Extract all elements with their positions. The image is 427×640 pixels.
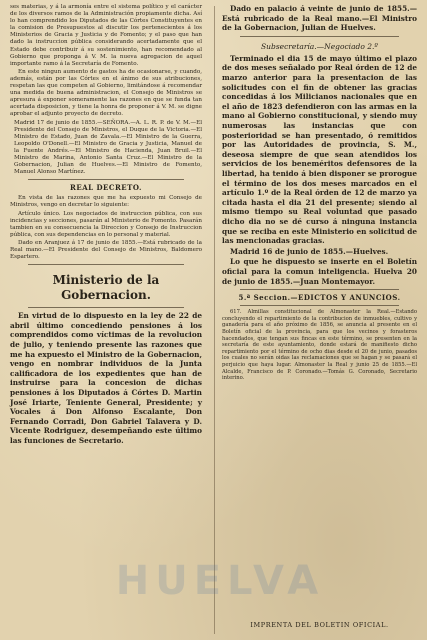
divider: [240, 305, 399, 306]
imprenta-footer: IMPRENTA DEL BOLETIN OFICIAL.: [250, 621, 389, 629]
left-paragraph-5: Artículo único. Los negociados de instruccion pública, con sus incidencias y secciones, pasarán al Ministerio de Fomento. Pasarán tambien en su consecuencia la Direccion y Consejo de Instruccion pública, con sus dependencias en lo personal y material.: [10, 210, 202, 238]
real-decreto-heading: REAL DECRETO.: [70, 183, 142, 193]
right-paragraph-4: Lo que he dispuesto se inserte en el Boletín oficial para la comun inteligencia. Huelva 20 de junio de 1855.—Juan Montemayor.: [222, 257, 417, 286]
right-column: [222, 4, 417, 383]
column-rule: [214, 6, 215, 634]
divider: [28, 307, 184, 308]
right-paragraph-3: Madrid 16 de junio de 1855.—Huelves.: [230, 246, 389, 256]
left-paragraph-1: ses materias, y á la armonía entre el sistema político y el carácter de los diversos ramos de la Administración propiamente dicha. Así lo han comprendido los Diputados de las Córtes Constituyentes en la comision de Presupuestos al discutir los pertenecientes á los Ministerios de Gracia y Justicia y de Fomento; y el paso que han dado la instruccion pública considerando acertadamente que el Estado debe contribuir á su sostenimiento, han recomendado al Gobierno que proponga á V. M. la nueva agregacion de aquel importante ramo á la Secretaría de Fomento.: [10, 4, 202, 67]
left-signatures: Madrid 17 de junio de 1855.—SEÑORA.—A. L. R. P. de V. M.—El Presidente del Consejo de Ministros, el Duque de la Victoria.—El Ministro de Estado, Juan de Zavala.—El Ministro de la Guerra, Leopoldo O'Donell.—El Ministro de Gracia y Justicia, Manuel de la Fuente Andrés.—El Ministro de Hacienda, Juan Bruil.—El Ministro de Marina, Antonio Santa Cruz.—El Ministro de la Gobernacion, Julian de Huelves.—El Ministro de Fomento, Manuel Alonso Martínez.: [14, 119, 202, 176]
left-paragraph-6: Dado en Aranjuez á 17 de junio de 1855.—Está rubricado de la Real mano.—El Presidente del Consejo de Ministros, Baldomero Espartero.: [10, 239, 202, 261]
edictos-heading: 5.ª Seccion.—EDICTOS Y ANUNCIOS.: [238, 293, 401, 303]
right-paragraph-2: Terminado el dia 15 de mayo último el plazo de dos meses señalado por Real órden de 12 de marzo anterior para la presentacion de las solicitudes con el fin de obtener las gracias concedidas á los Milicianos nacionales que en el año de 1823 defendieron con las armas en la mano al Gobierno constitucional, y siendo muy numerosas las instancias que con posterioridad se han presentado, ó remitidos por las Autoridades de provincia, S. M., deseosa siempre de que sean atendidos los servicios de los beneméritos defensores de la libertad, ha tenido á bien disponer se prorogue el término de los dos meses marcados en el artículo 1.º de la Real órden de 12 de marzo ya citada hasta el dia 21 del presente; siendo al mismo tiempo su Real voluntad que pasado dicho dia no se dé curso á ninguna instancia que se reciba en este Ministerio en solicitud de las mencionadas gracias.: [222, 53, 417, 246]
divider: [28, 179, 184, 180]
library-watermark-stamp: [60, 540, 380, 610]
ministerio-heading: Ministerio de la Gobernacion.: [52, 273, 160, 303]
left-paragraph-7: En virtud de lo dispuesto en la ley de 22 de abril último concediendo pensiones á los comprendidos como víctimas de la revolucion de julio, y teniendo presente las razones que me ha expuesto el Ministro de la Gobernacion, vengo en nombrar individuos de la Junta calificadora de los expedientes que han de instruirse para la concesion de dichas pensiones á los Diputados á Córtes D. Martin José Iriarte, Teniente General, Presidente; y Vocales á Don Alfonso Escalante, Don Fernando Corradi, Don Gabriel Talavera y D. Vicente Rodriguez, desempeñando este último las funciones de Secretario.: [10, 311, 202, 445]
left-paragraph-2: En este ningun aumento de gastos ha de ocasionarse, y cuando, además, están por las Córtes en el ánimo de sus atribuciones, respetan las que competen al Gobierno, limitándose á recomendar una medida de buena administracion, el Consejo de Ministros se apresura á exponer someramente las razones en que se funda tan acertada disposicion, y tiene la honra de proponer á V. M. se digne aprobar el adjunto proyecto de decreto.: [10, 68, 202, 118]
divider: [28, 264, 184, 265]
right-paragraph-5: 617. Almillas constitucional de Almonaster la Real.—Estando concluyendo el repartimiento de la contribucion de inmuebles, cultivo y ganadería para el año próximo de 1856, se anuncia al presente en el Boletín oficial de la provincia, para que los vecinos y forasteros hacendados, que tengan sus fincas en este término, se presenten en la secretaría de este ayuntamiento, donde estará de manifiesto dicho repartimiento por el término de ocho dias desde el 20 de junio, pasados los cuales no serán oidas las reclamaciones que se hagan y se pasará el perjuicio que haya lugar. Almonaster la Real y junio 25 de 1855.—El Alcalde, Francisco de P. Coronado.—Tomás G. Coronado, Secretario interino.: [222, 309, 417, 382]
divider: [240, 289, 399, 290]
watermark-text: HUELVA: [115, 558, 325, 604]
left-column: [10, 4, 202, 447]
right-paragraph-1: Dado en palacio á veinte de junio de 1855.—Está rubricado de la Real mano.—El Ministro de la Gobernacion, Julian de Huelves.: [222, 4, 417, 33]
divider: [240, 36, 399, 37]
left-paragraph-4: En vista de las razones que me ha expuesto mi Consejo de Ministros, vengo en decretar lo siguiente:: [10, 195, 202, 209]
subsecretaria-heading: Subsecretaría.—Negociado 2.º: [261, 41, 378, 51]
